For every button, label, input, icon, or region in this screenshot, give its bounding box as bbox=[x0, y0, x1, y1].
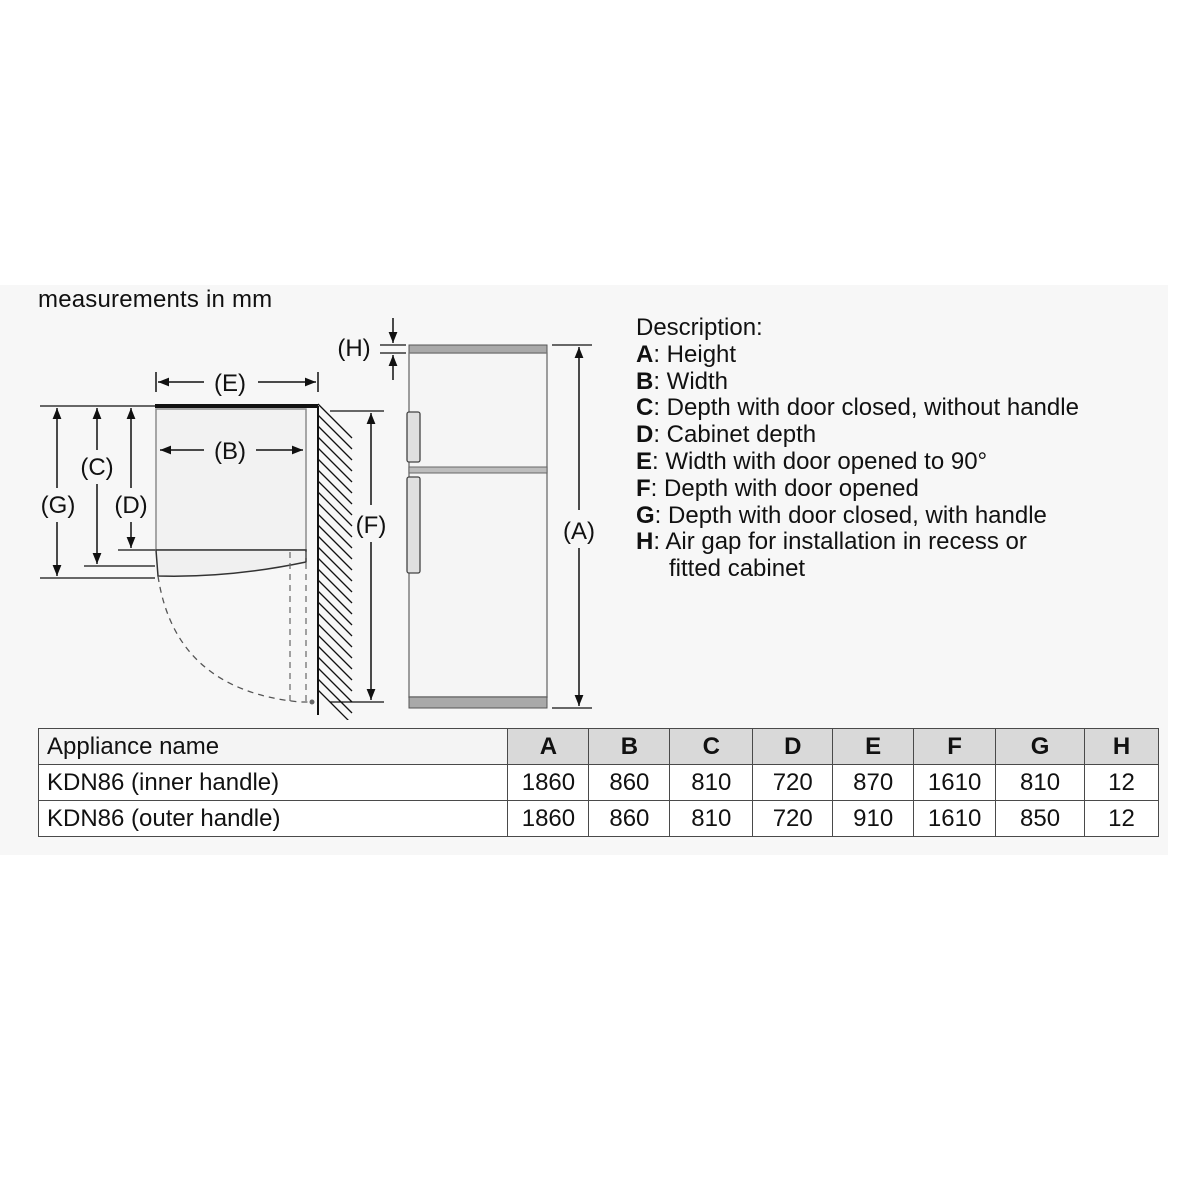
value-cell-g: 850 bbox=[996, 801, 1085, 837]
fridge-plinth bbox=[409, 697, 547, 708]
table-row bbox=[39, 801, 1159, 837]
fridge-top-cap bbox=[409, 345, 547, 353]
hinge-point bbox=[310, 700, 315, 705]
wall-hatching bbox=[318, 404, 352, 720]
label-e: (E) bbox=[214, 370, 246, 397]
value-cell-e: 910 bbox=[833, 801, 914, 837]
header-b: B bbox=[589, 729, 670, 765]
freezer-handle bbox=[407, 412, 420, 462]
header-appliance-name: Appliance name bbox=[39, 729, 508, 765]
legend-item-h: H: Air gap for installation in recess or bbox=[636, 528, 1027, 556]
value-cell-c: 810 bbox=[670, 801, 753, 837]
fridge-body bbox=[409, 353, 547, 697]
door-opened-outline bbox=[290, 552, 306, 702]
door-closed bbox=[156, 550, 306, 576]
label-d: (D) bbox=[114, 492, 148, 519]
legend-item-b: B: Width bbox=[636, 367, 729, 395]
label-f: (F) bbox=[355, 512, 387, 539]
header-h: H bbox=[1085, 729, 1159, 765]
label-a: (A) bbox=[563, 518, 595, 545]
label-h: (H) bbox=[337, 335, 371, 362]
value-cell-d: 720 bbox=[753, 765, 833, 801]
description-legend bbox=[636, 315, 1079, 583]
header-e: E bbox=[833, 729, 914, 765]
measurements-caption: measurements in mm bbox=[38, 286, 273, 313]
appliance-name-cell: KDN86 (inner handle) bbox=[39, 765, 508, 801]
value-cell-a: 1860 bbox=[508, 765, 589, 801]
dimensions-table bbox=[38, 728, 1159, 837]
value-cell-h: 12 bbox=[1085, 801, 1159, 837]
header-c: C bbox=[670, 729, 753, 765]
value-cell-f: 1610 bbox=[914, 765, 996, 801]
appliance-name-cell: KDN86 (outer handle) bbox=[39, 801, 508, 837]
value-cell-a: 1860 bbox=[508, 801, 589, 837]
value-cell-h: 12 bbox=[1085, 765, 1159, 801]
legend-item-e: E: Width with door opened to 90° bbox=[636, 447, 988, 475]
header-g: G bbox=[996, 729, 1085, 765]
value-cell-e: 870 bbox=[833, 765, 914, 801]
value-cell-d: 720 bbox=[753, 801, 833, 837]
fridge-handle bbox=[407, 477, 420, 573]
value-cell-c: 810 bbox=[670, 765, 753, 801]
legend-item-c: C: Depth with door closed, without handle bbox=[636, 394, 1079, 422]
legend-item-h-continuation: fitted cabinet bbox=[669, 555, 806, 583]
legend-item-f: F: Depth with door opened bbox=[636, 474, 919, 502]
value-cell-f: 1610 bbox=[914, 801, 996, 837]
label-g: (G) bbox=[40, 492, 76, 519]
label-c: (C) bbox=[80, 454, 114, 481]
value-cell-b: 860 bbox=[589, 765, 670, 801]
header-d: D bbox=[753, 729, 833, 765]
door-divider bbox=[409, 467, 547, 473]
cabinet-body bbox=[156, 409, 306, 550]
header-a: A bbox=[508, 729, 589, 765]
value-cell-b: 860 bbox=[589, 801, 670, 837]
table-header-row bbox=[39, 729, 1159, 765]
value-cell-g: 810 bbox=[996, 765, 1085, 801]
legend-item-d: D: Cabinet depth bbox=[636, 421, 817, 449]
table-row bbox=[39, 765, 1159, 801]
door-swing-arc bbox=[158, 576, 312, 702]
header-f: F bbox=[914, 729, 996, 765]
description-title: Description: bbox=[636, 314, 763, 341]
legend-item-g: G: Depth with door closed, with handle bbox=[636, 501, 1047, 529]
legend-item-a: A: Height bbox=[636, 340, 737, 368]
top-view bbox=[40, 370, 386, 720]
label-b: (B) bbox=[214, 438, 246, 465]
